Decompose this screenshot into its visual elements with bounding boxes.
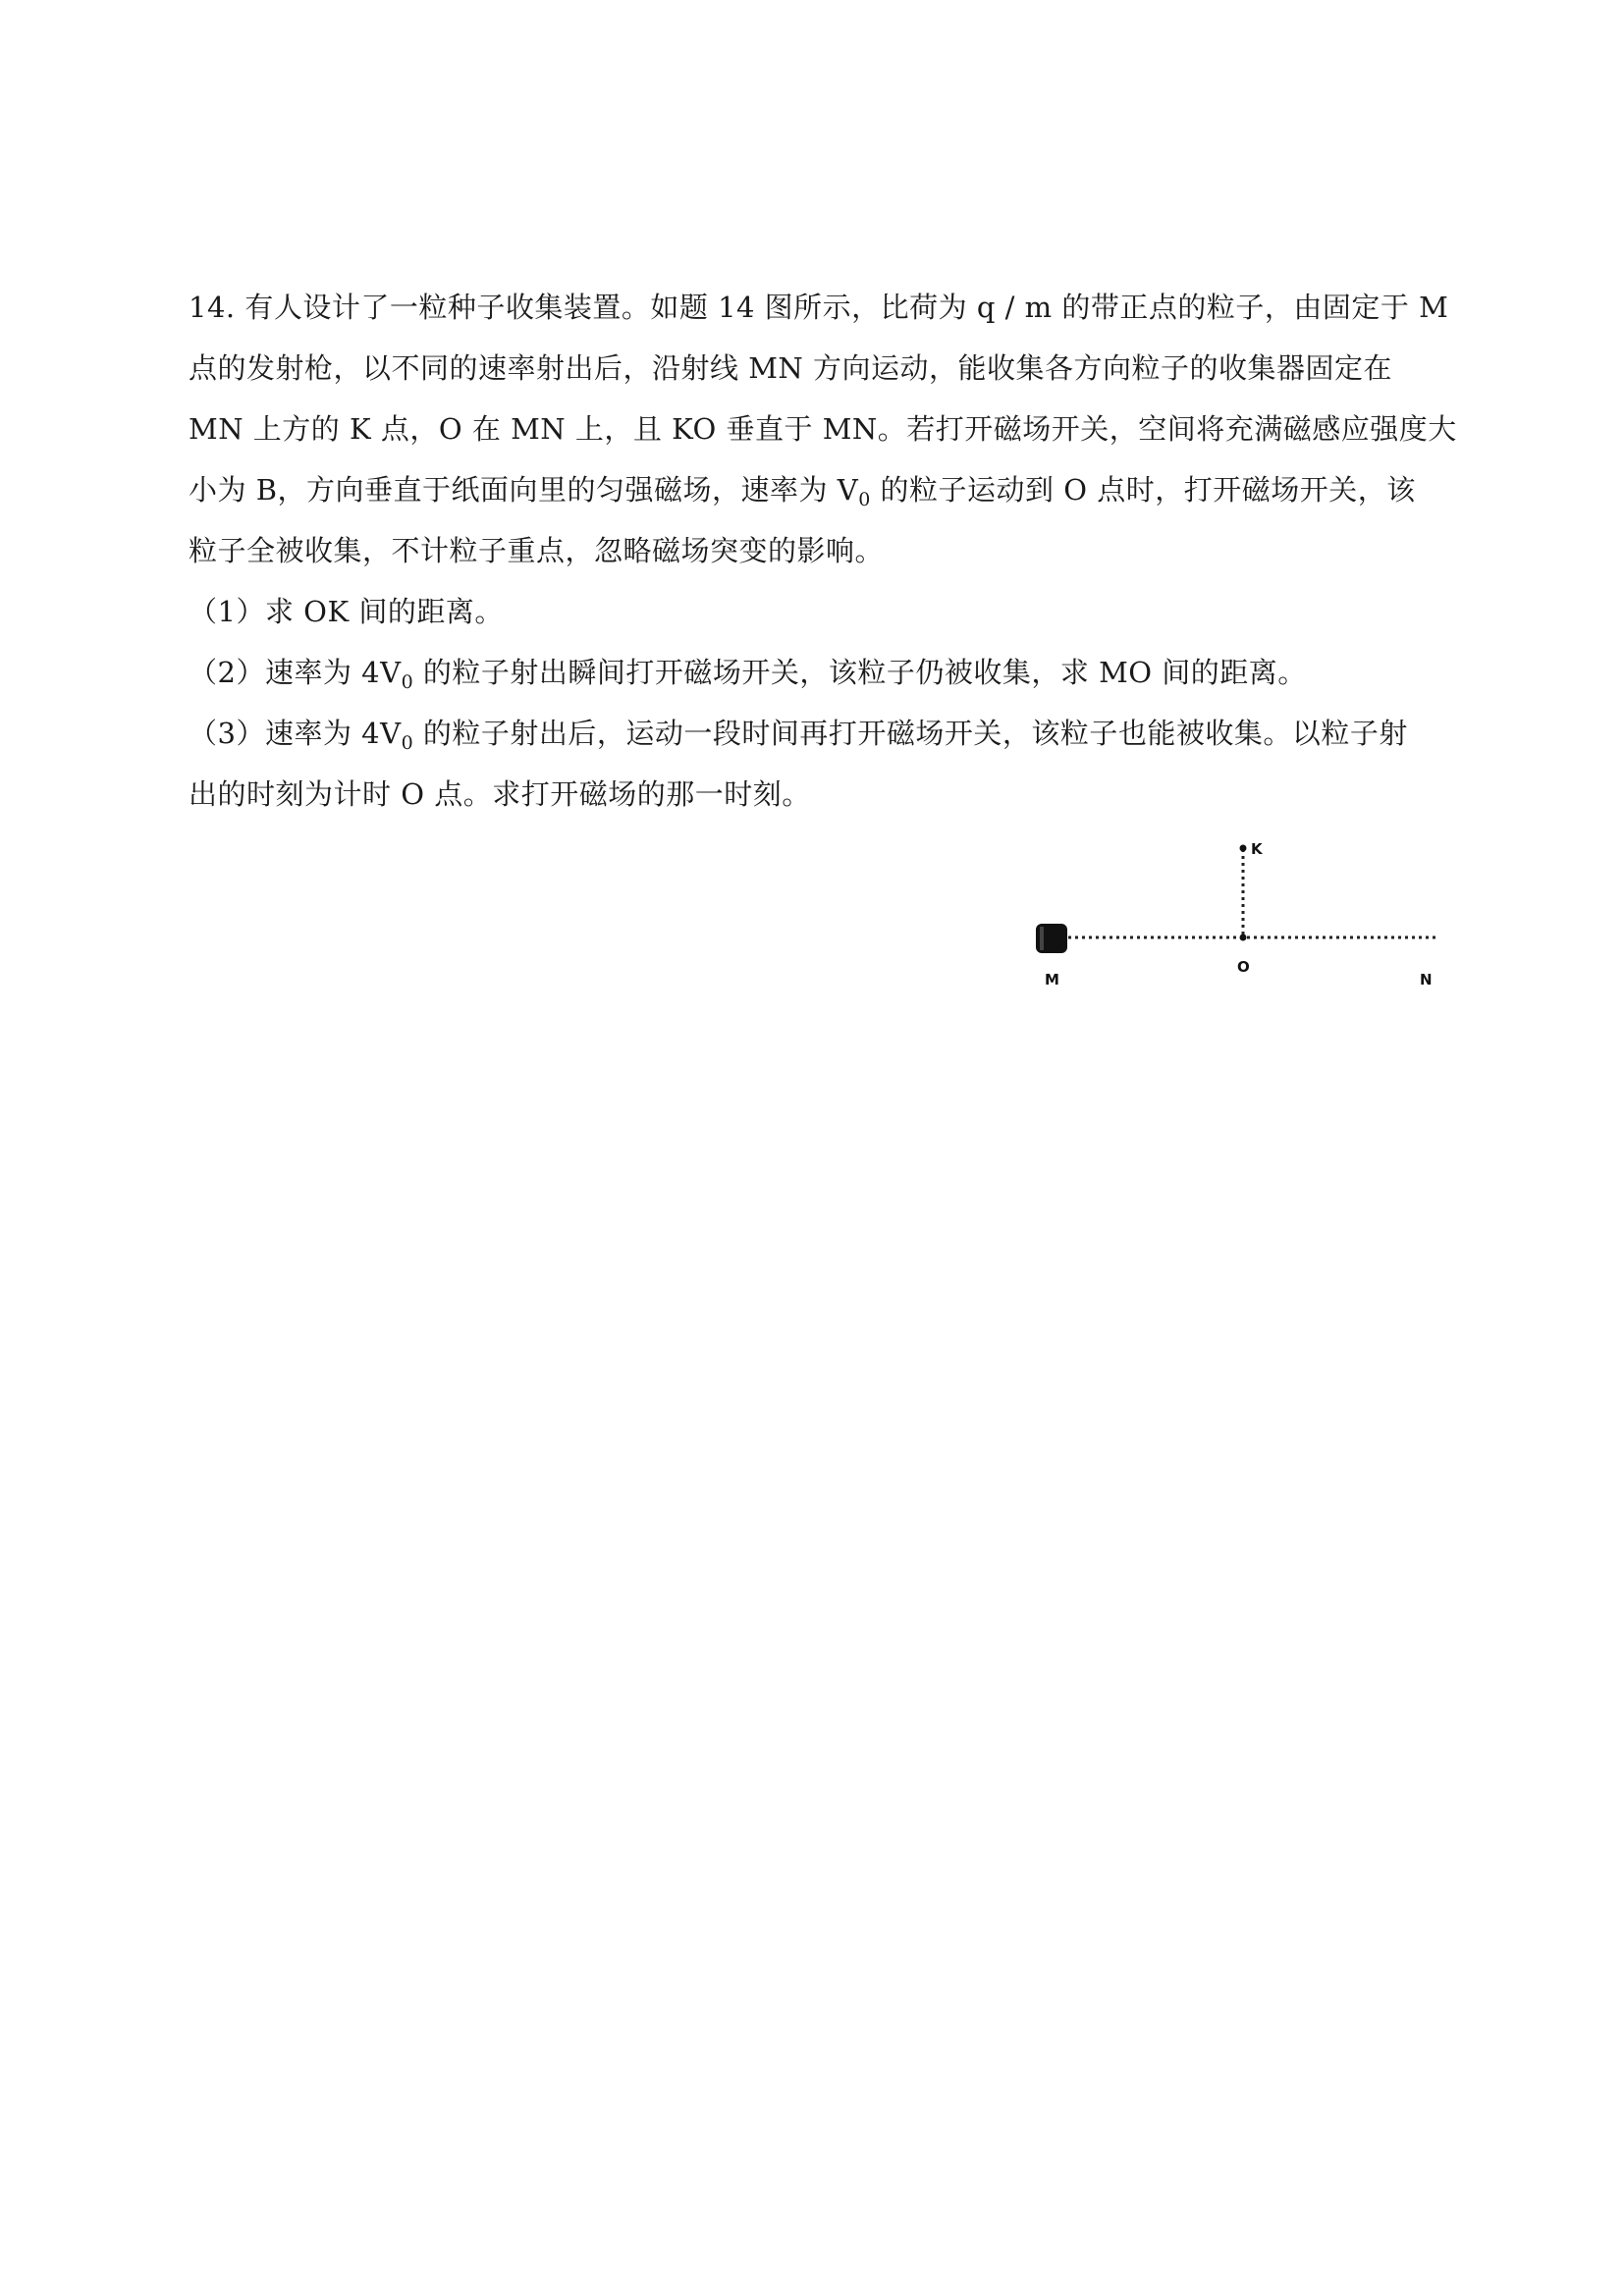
point-k (1240, 845, 1247, 852)
stem-line-3: MN 上方的 K 点，O 在 MN 上，且 KO 垂直于 MN。若打开磁场开关，空间将充满磁感应强度大 (189, 412, 1457, 446)
stem-line-5: 粒子全被收集，不计粒子重点，忽略磁场突变的影响。 (189, 534, 885, 567)
label-k: K (1251, 840, 1263, 858)
stem-line-4: 小为 B，方向垂直于纸面向里的匀强磁场，速率为 $V_0$ 的粒子运动到 O 点时，打开磁场开关，该 (189, 473, 1416, 510)
v0-symbol: $V_0$ (837, 473, 871, 510)
point-o (1240, 934, 1247, 941)
question-1: （1）求 OK 间的距离。 (189, 595, 504, 628)
problem-stem (189, 277, 1457, 581)
figure-svg (1021, 825, 1443, 1011)
v0-symbol: $V_0$ (380, 717, 414, 754)
v0-symbol: $V_0$ (380, 656, 414, 693)
label-o: O (1237, 958, 1250, 976)
figure-14 (1021, 825, 1443, 1011)
label-m: M (1045, 971, 1059, 988)
question-2: （2）速率为 $4V_0$ 的粒子射出瞬间打开磁场开关，该粒子仍被收集，求 MO 间的距离。 (189, 656, 1307, 693)
problem-number: 14. (189, 291, 236, 324)
stem-line-2: 点的发射枪，以不同的速率射出后，沿射线 MN 方向运动，能收集各方向粒子的收集器固定在 (189, 351, 1393, 385)
question-3: （3）速率为 $4V_0$ 的粒子射出后，运动一段时间再打开磁场开关，该粒子也能被收集。以粒子射 (189, 717, 1408, 754)
question-3-line-2: 出的时刻为计时 O 点。求打开磁场的那一时刻。 (189, 777, 811, 811)
label-n: N (1420, 971, 1433, 988)
problem-14 (189, 277, 1457, 825)
stem-line-1: 14. 有人设计了一粒种子收集装置。如题 14 图所示，比荷为 q / m 的带正点的粒子，由固定于 M (189, 291, 1449, 324)
